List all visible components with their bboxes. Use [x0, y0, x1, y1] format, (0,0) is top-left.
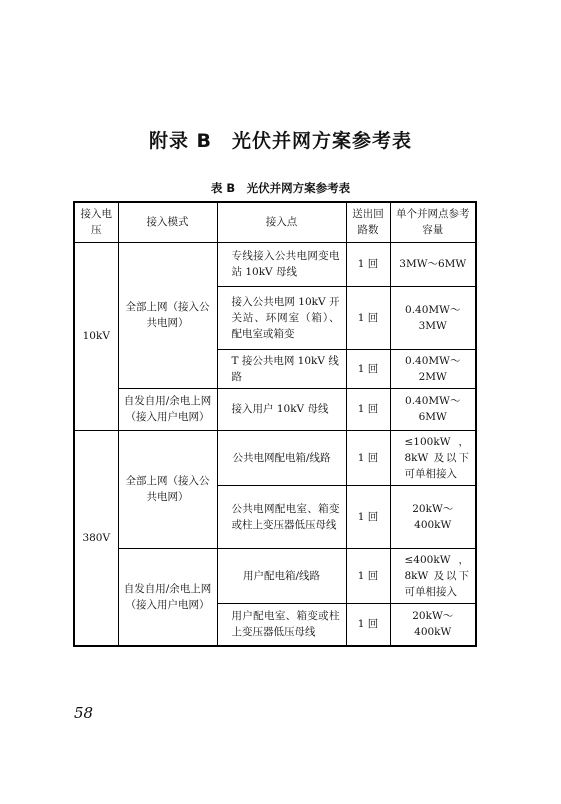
table-caption: 表 B 光伏并网方案参考表 [210, 181, 351, 195]
access-point-cell: 公共电网配电室、箱变或柱上变压器低压母线 [217, 485, 346, 548]
access-point-cell: 专线接入公共电网变电站 10kV 母线 [217, 242, 346, 286]
circuits-cell: 1 回 [346, 349, 390, 388]
page-number: 58 [74, 704, 94, 722]
mode-cell: 全部上网（接入公共电网） [118, 430, 217, 548]
header-mode: 接入模式 [118, 202, 217, 242]
capacity-cell: 20kW～400kW [390, 485, 476, 548]
table-header-row [74, 202, 476, 242]
header-circuits: 送出回路数 [346, 202, 390, 242]
capacity-cell: 0.40MW～2MW [390, 349, 476, 388]
access-point-cell: T 接公共电网 10kV 线路 [217, 349, 346, 388]
capacity-cell: 20kW～400kW [390, 603, 476, 646]
table-row [74, 548, 476, 603]
header-voltage: 接入电压 [74, 202, 118, 242]
access-point-cell: 公共电网配电箱/线路 [217, 430, 346, 485]
access-point-cell: 用户配电箱/线路 [217, 548, 346, 603]
access-point-cell: 接入用户 10kV 母线 [217, 388, 346, 430]
mode-cell: 全部上网（接入公共电网） [118, 242, 217, 388]
capacity-cell: 0.40MW～3MW [390, 286, 476, 349]
voltage-cell: 380V [74, 430, 118, 646]
access-point-cell: 接入公共电网 10kV 开关站、环网室（箱）、配电室或箱变 [217, 286, 346, 349]
circuits-cell: 1 回 [346, 430, 390, 485]
table-row [74, 242, 476, 286]
table-row [74, 430, 476, 485]
mode-cell: 自发自用/余电上网（接入用户电网） [118, 548, 217, 646]
circuits-cell: 1 回 [346, 603, 390, 646]
access-point-cell: 用户配电室、箱变或柱上变压器低压母线 [217, 603, 346, 646]
header-capacity: 单个并网点参考容量 [390, 202, 476, 242]
circuits-cell: 1 回 [346, 548, 390, 603]
voltage-cell: 10kV [74, 242, 118, 430]
circuits-cell: 1 回 [346, 388, 390, 430]
table-row [74, 388, 476, 430]
circuits-cell: 1 回 [346, 286, 390, 349]
mode-cell: 自发自用/余电上网（接入用户电网） [118, 388, 217, 430]
capacity-cell: 3MW～6MW [390, 242, 476, 286]
header-access-point: 接入点 [217, 202, 346, 242]
circuits-cell: 1 回 [346, 485, 390, 548]
appendix-title: 附录 B 光伏并网方案参考表 [148, 130, 413, 152]
pv-grid-scheme-table [73, 201, 477, 647]
capacity-cell: ≤400kW，8kW 及以下可单相接入 [390, 548, 476, 603]
capacity-cell: ≤100kW，8kW 及以下可单相接入 [390, 430, 476, 485]
capacity-cell: 0.40MW～6MW [390, 388, 476, 430]
circuits-cell: 1 回 [346, 242, 390, 286]
